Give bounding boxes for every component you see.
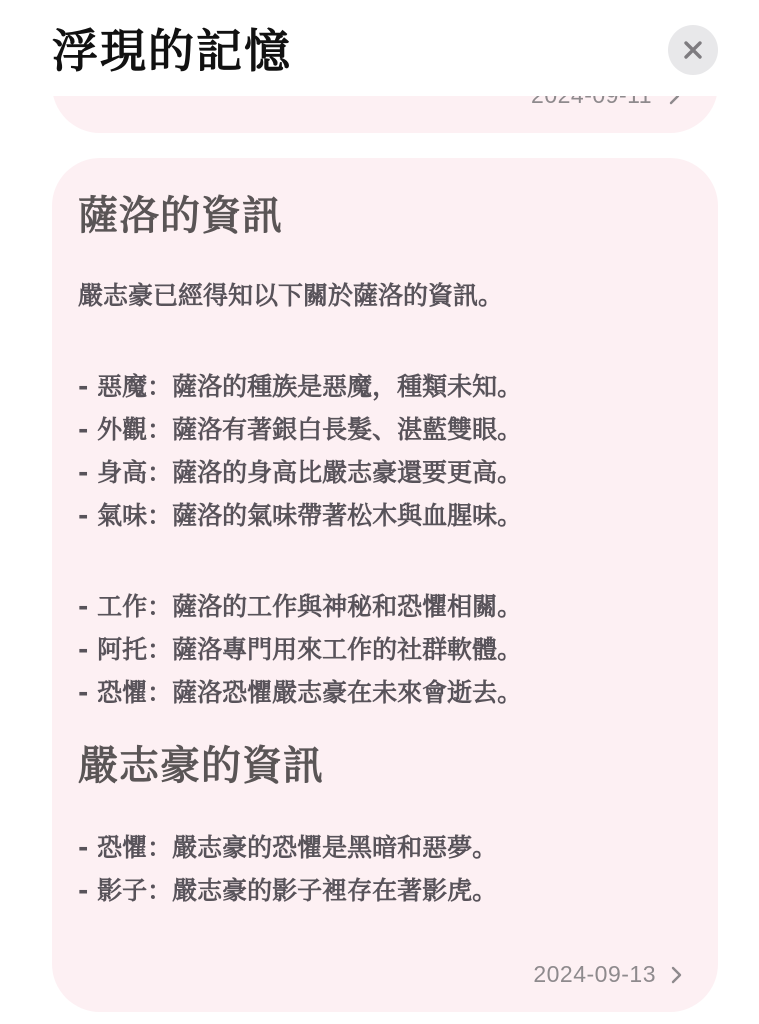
close-button[interactable] — [668, 25, 718, 75]
card-date: 2024-09-13 — [533, 961, 656, 987]
memory-card[interactable] — [52, 158, 718, 1012]
list-item: - 外觀：薩洛有著銀白長髮、湛藍雙眼。 — [78, 415, 523, 444]
page-title: 浮現的記憶 — [52, 24, 292, 78]
section-title-salo: 薩洛的資訊 — [78, 193, 283, 239]
chevron-right-icon — [670, 965, 684, 985]
section-title-yan: 嚴志豪的資訊 — [78, 743, 324, 789]
section-intro: 嚴志豪已經得知以下關於薩洛的資訊。 — [78, 281, 504, 310]
list-item: - 恐懼：嚴志豪的恐懼是黑暗和惡夢。 — [78, 833, 498, 862]
close-icon — [681, 38, 705, 62]
salo-info-list-1 — [78, 365, 522, 537]
list-item: - 惡魔：薩洛的種族是惡魔，種類未知。 — [78, 372, 523, 401]
list-item: - 氣味：薩洛的氣味帶著松木與血腥味。 — [78, 501, 523, 530]
list-item: - 阿托：薩洛專門用來工作的社群軟體。 — [78, 635, 523, 664]
salo-info-list-2 — [78, 585, 522, 714]
list-item: - 影子：嚴志豪的影子裡存在著影虎。 — [78, 876, 498, 905]
yan-info-list — [78, 826, 497, 912]
list-item: - 工作：薩洛的工作與神秘和恐懼相關。 — [78, 592, 523, 621]
card-footer[interactable] — [533, 963, 684, 986]
list-item: - 恐懼：薩洛恐懼嚴志豪在未來會逝去。 — [78, 678, 523, 707]
modal-header — [0, 0, 759, 96]
list-item: - 身高：薩洛的身高比嚴志豪還要更高。 — [78, 458, 523, 487]
